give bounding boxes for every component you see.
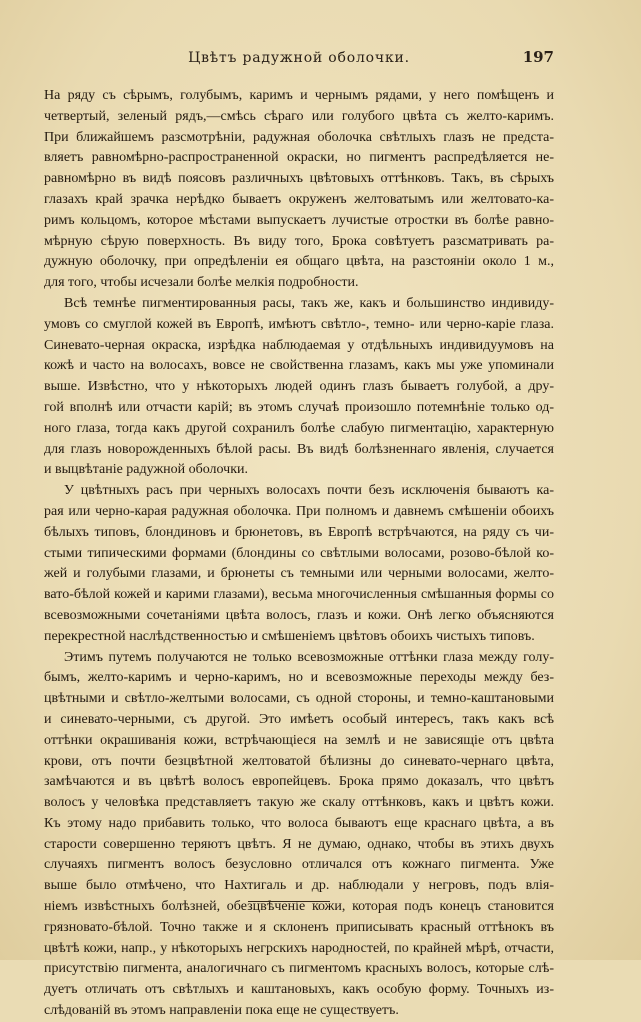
text-line: При ближайшемъ разсмотрѣніи, радужная оболочка свѣтлыхъ глазъ не предста- [44,129,554,145]
paragraph [44,481,554,647]
text-line: присутствію пигмента, аналогичнаго съ пигментомъ красныхъ волосъ, которые слѣ- [44,961,554,977]
text-line: жей и голубыми глазами, и брюнеты съ темными или черными волосами, желто- [44,566,554,582]
text-line: крови, отъ почти безцвѣтной желтоватой бѣлизны до синевато-чернаго цвѣта, [44,753,554,769]
text-line: ного глаза, тогда какъ другой сохранилъ болѣе слабую пигментацію, характерную [44,420,554,436]
text-line: Къ этому надо прибавить только, что волоса бываютъ еще краснаго цвѣта, а въ [44,815,554,831]
text-line: равномѣрно въ видѣ поясовъ различныхъ цвѣтовыхъ оттѣнковъ. Такъ, въ сѣрыхъ [44,171,554,187]
text-line: замѣчаются и въ цвѣтѣ волосъ европейцевъ. Брока прямо доказалъ, что цвѣтъ [44,774,554,790]
text-line: выше. Извѣстно, что у нѣкоторыхъ людей одинъ глазъ бываетъ голубой, а дру- [44,379,554,395]
text-line: мѣрную сѣрую поверхность. Въ виду того, Брока совѣтуетъ разсматривать ра- [44,233,554,249]
text-line: Этимъ путемъ получаются не только всевозможные оттѣнки глаза между голу- [64,649,554,665]
text-line: ніемъ извѣстныхъ болѣзней, обезцвѣченіе кожи, которая подъ конецъ становится [44,899,554,915]
text-line: глазахъ край зрачка нерѣдко бываетъ окруженъ желтоватымъ или желтовато-ка- [44,191,554,207]
text-line: для глазъ новорожденныхъ бѣлой расы. Въ видѣ болѣзненнаго явленія, случается [44,441,554,457]
text-line: для того, чтобы исчезали болѣе мелкія подробности. [44,275,359,291]
text-line: выше было отмѣчено, что Нахтигаль и др. наблюдали у негровъ, подъ влія- [44,878,554,894]
text-line: волосъ у человѣка представляетъ такую же скалу оттѣнковъ, какъ и цвѣтъ кожи. [44,795,554,811]
text-line: грязновато-бѣлой. Точно также и я склоненъ приписывать красный оттѣнокъ въ [44,919,554,935]
running-header [44,50,554,72]
text-line: Синевато-черная окраска, изрѣдка наблюдаемая у отдѣльныхъ индивидуумовъ на [44,337,554,353]
text-line: слѣдованій въ этомъ направленіи пока еще не существуетъ. [44,1003,399,1019]
body-text [44,86,554,1022]
text-line: дуетъ отличать отъ свѣтлыхъ и каштановыхъ, какъ особую форму. Точныхъ из- [44,982,554,998]
text-line: бымъ, желто-каримъ и черно-каримъ, но и всевозможные переходы между без- [44,670,554,686]
paragraph [44,86,554,294]
paragraph [44,648,554,1022]
text-line: старости совершенно теряютъ цвѣтъ. Я не думаю, однако, чтобы въ этихъ двухъ [44,836,554,852]
page-number: 197 [522,48,554,66]
text-line: гой вполнѣ или отчасти карій; въ этомъ случаѣ произошло потемнѣніе только од- [44,399,554,415]
text-line: и выцвѣтаніе радужной оболочки. [44,462,249,478]
text-line: бѣлыхъ типовъ, блондиновъ и брюнетовъ, въ Европѣ встрѣчаются, на ряду съ чи- [44,524,554,540]
text-line: перекрестной наслѣдственностью и смѣшеніемъ цвѣтовъ обоихъ чистыхъ типовъ. [44,628,535,644]
text-line: всевозможными сочетаніями цвѣта волосъ, глазъ и кожи. Онѣ легко объясняются [44,607,554,623]
text-line: случаяхъ пигментъ волосъ безусловно отличался отъ кожнаго пигмента. Уже [44,857,554,873]
closing-rule [248,901,330,902]
text-line: дужную оболочку, при опредѣленіи ея общаго цвѣта, на разстояніи около 1 м., [44,254,554,270]
text-line: У цвѣтныхъ расъ при черныхъ волосахъ почти безъ исключенія бываютъ ка- [64,483,554,499]
text-line: четвертый, зеленый рядъ,—смѣсь сѣраго или голубого цвѣта съ желто-каримъ. [44,108,554,124]
running-title: Цвѣтъ радужной оболочки. [188,50,410,66]
text-line: стыми типическими формами (блондины со свѣтлыми волосами, розово-бѣлой ко- [44,545,554,561]
text-line: цвѣтными и свѣтло-желтыми волосами, съ одной стороны, и темно-каштановыми [44,691,554,707]
text-line: вато-бѣлой кожей и карими глазами), весьма многочисленныя смѣшанныя формы со [44,587,554,603]
paragraph [44,294,554,481]
text-line: оттѣнки окрашиванія кожи, встрѣчающіеся на землѣ и не зависящіе отъ цвѣта [44,732,554,748]
text-line: На ряду съ сѣрымъ, голубымъ, каримъ и чернымъ рядами, у него помѣщенъ и [44,88,554,103]
text-line: кожѣ и часто на волосахъ, вовсе не свойственна глазамъ, какъ мы уже упоминали [44,358,554,374]
text-line: римъ кольцомъ, которое мѣстами выпускаетъ лучистые отростки въ болѣе равно- [44,212,554,228]
text-line: умовъ со смуглой кожей въ Европѣ, имѣютъ свѣтло-, темно- или черно-каріе глаза. [44,316,554,332]
text-line: и синевато-черными, съ другой. Это имѣетъ особый интересъ, такъ какъ всѣ [44,711,554,727]
text-line: вляетъ равномѣрно-распространенной окраски, но пигментъ распредѣляется не- [44,150,554,166]
text-line: цвѣтѣ кожи, напр., у нѣкоторыхъ негрскихъ народностей, по крайней мѣрѣ, отчасти, [44,940,554,956]
text-line: Всѣ темнѣе пигментированныя расы, такъ же, какъ и большинство индивиду- [64,295,554,311]
text-line: рая или черно-карая радужная оболочка. При полномъ и давнемъ смѣшеніи обоихъ [44,503,554,519]
